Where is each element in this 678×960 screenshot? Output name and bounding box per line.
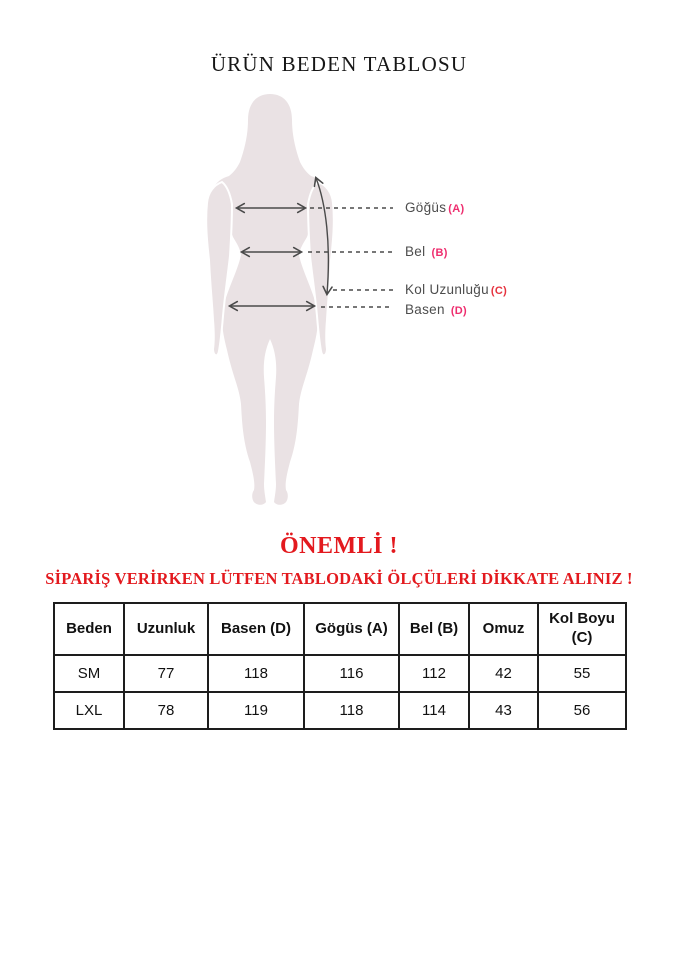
- header-basen: Basen (D): [208, 603, 304, 655]
- table-cell: 56: [538, 692, 626, 729]
- table-cell: SM: [54, 655, 124, 692]
- warning-subtitle: SİPARİŞ VERİRKEN LÜTFEN TABLODAKİ ÖLÇÜLERİ DİKKATE ALINIZ !: [45, 569, 633, 588]
- hip-label: [405, 302, 467, 319]
- female-body-silhouette: [213, 94, 327, 505]
- waist-label: [405, 244, 448, 261]
- size-row-sm: [54, 655, 626, 692]
- table-cell: 43: [469, 692, 538, 729]
- table-cell: 55: [538, 655, 626, 692]
- header-omuz: Omuz: [469, 603, 538, 655]
- header-kol-boyu: Kol Boyu (C): [538, 603, 626, 655]
- table-cell: 118: [304, 692, 399, 729]
- table-cell: LXL: [54, 692, 124, 729]
- arm-length-label: [405, 282, 507, 299]
- body-measurement-diagram: [140, 92, 400, 512]
- header-uzunluk: Uzunluk: [124, 603, 208, 655]
- waist-label-text: Bel: [405, 244, 426, 259]
- table-cell: 114: [399, 692, 469, 729]
- header-gogus: Gögüs (A): [304, 603, 399, 655]
- table-cell: 78: [124, 692, 208, 729]
- table-cell: 112: [399, 655, 469, 692]
- size-table-header-row: [54, 603, 626, 655]
- size-row-lxl: [54, 692, 626, 729]
- hip-label-text: Basen: [405, 302, 445, 317]
- table-cell: 77: [124, 655, 208, 692]
- page-title: ÜRÜN BEDEN TABLOSU: [210, 52, 468, 76]
- waist-label-code: (B): [431, 247, 448, 259]
- header-bel: Bel (B): [399, 603, 469, 655]
- header-beden: Beden: [54, 603, 124, 655]
- table-cell: 119: [208, 692, 304, 729]
- hip-label-code: (D): [450, 305, 468, 317]
- chest-label-text: Göğüs: [405, 200, 447, 215]
- table-cell: 42: [469, 655, 538, 692]
- arm-length-label-code: (C): [490, 285, 508, 297]
- arm-length-label-text: Kol Uzunluğu: [405, 282, 489, 297]
- chest-label-code: (A): [448, 203, 465, 215]
- table-cell: 118: [208, 655, 304, 692]
- chest-label: [405, 200, 464, 217]
- table-cell: 116: [304, 655, 399, 692]
- warning-title: ÖNEMLİ !: [280, 533, 398, 559]
- size-table: [53, 602, 627, 730]
